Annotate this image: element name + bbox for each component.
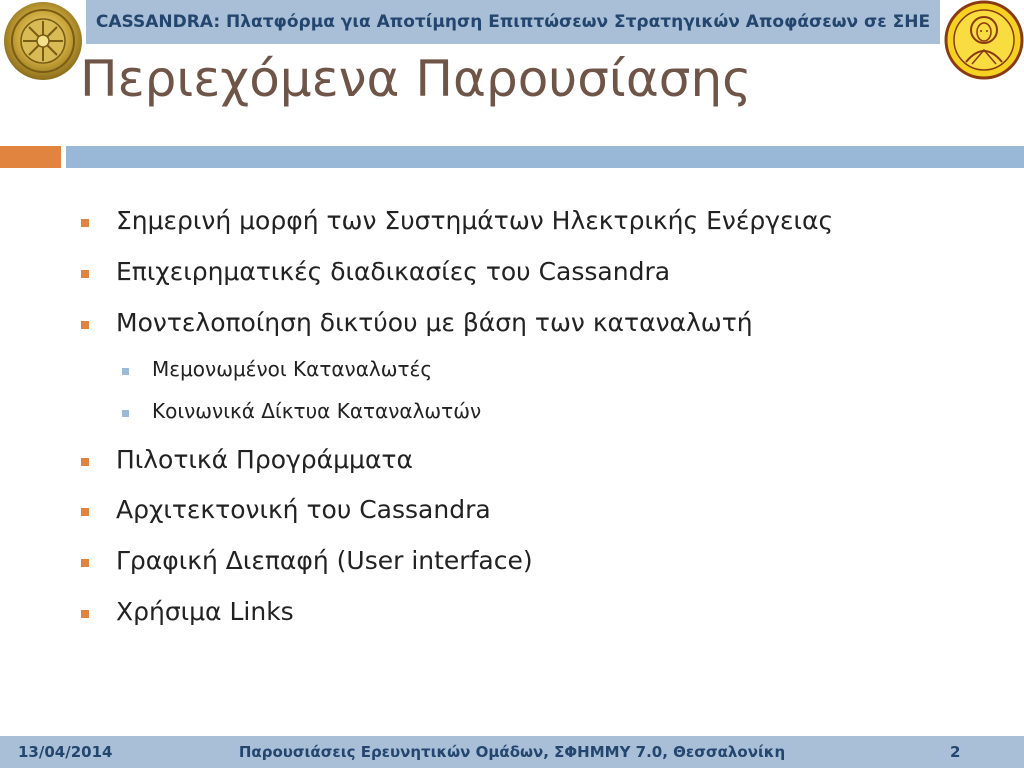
bullet-marker-icon (81, 458, 89, 466)
gold-seal-icon (2, 0, 84, 82)
footer-bar (0, 736, 1024, 768)
bullet-text: Γραφική Διεπαφή (User interface) (116, 546, 533, 575)
divider-orange (0, 146, 61, 168)
footer-date: 13/04/2014 (18, 743, 113, 761)
sub-bullet-text: Κοινωνικά Δίκτυα Καταναλωτών (152, 399, 482, 423)
bullet-text: Πιλοτικά Προγράμματα (116, 445, 413, 474)
sub-bullet-marker-icon (122, 368, 129, 375)
saint-portrait-seal-icon (944, 0, 1024, 80)
bullet-text: Επιχειρηματικές διαδικασίες του Cassandra (116, 257, 671, 286)
bullet-text: Χρήσιμα Links (116, 597, 294, 626)
slide-title: Περιεχόμενα Παρουσίασης (80, 50, 752, 108)
bullet-marker-icon (81, 610, 89, 618)
bullet-text: Αρχιτεκτονική του Cassandra (116, 495, 491, 524)
sub-bullet-marker-icon (122, 410, 129, 417)
page-number: 2 (950, 743, 961, 761)
header-title: CASSANDRA: Πλατφόρμα για Αποτίμηση Επιπτώσεων Στρατηγικών Αποφάσεων σε ΣΗΕ (95, 12, 931, 32)
bullet-marker-icon (81, 559, 89, 567)
bullet-marker-icon (81, 219, 89, 227)
bullet-marker-icon (81, 508, 89, 516)
sub-bullet-text: Μεμονωμένοι Καταναλωτές (152, 357, 433, 381)
bullet-marker-icon (81, 270, 89, 278)
bullet-text: Μοντελοποίηση δικτύου με βάση των καταναλωτή (116, 308, 753, 337)
bullet-marker-icon (81, 321, 89, 329)
divider-blue (66, 146, 1024, 168)
footer-event: Παρουσιάσεις Ερευνητικών Ομάδων, ΣΦΗΜΜΥ 7.0, Θεσσαλονίκη (238, 743, 786, 761)
bullet-text: Σημερινή μορφή των Συστημάτων Ηλεκτρικής Ενέργειας (116, 206, 834, 235)
